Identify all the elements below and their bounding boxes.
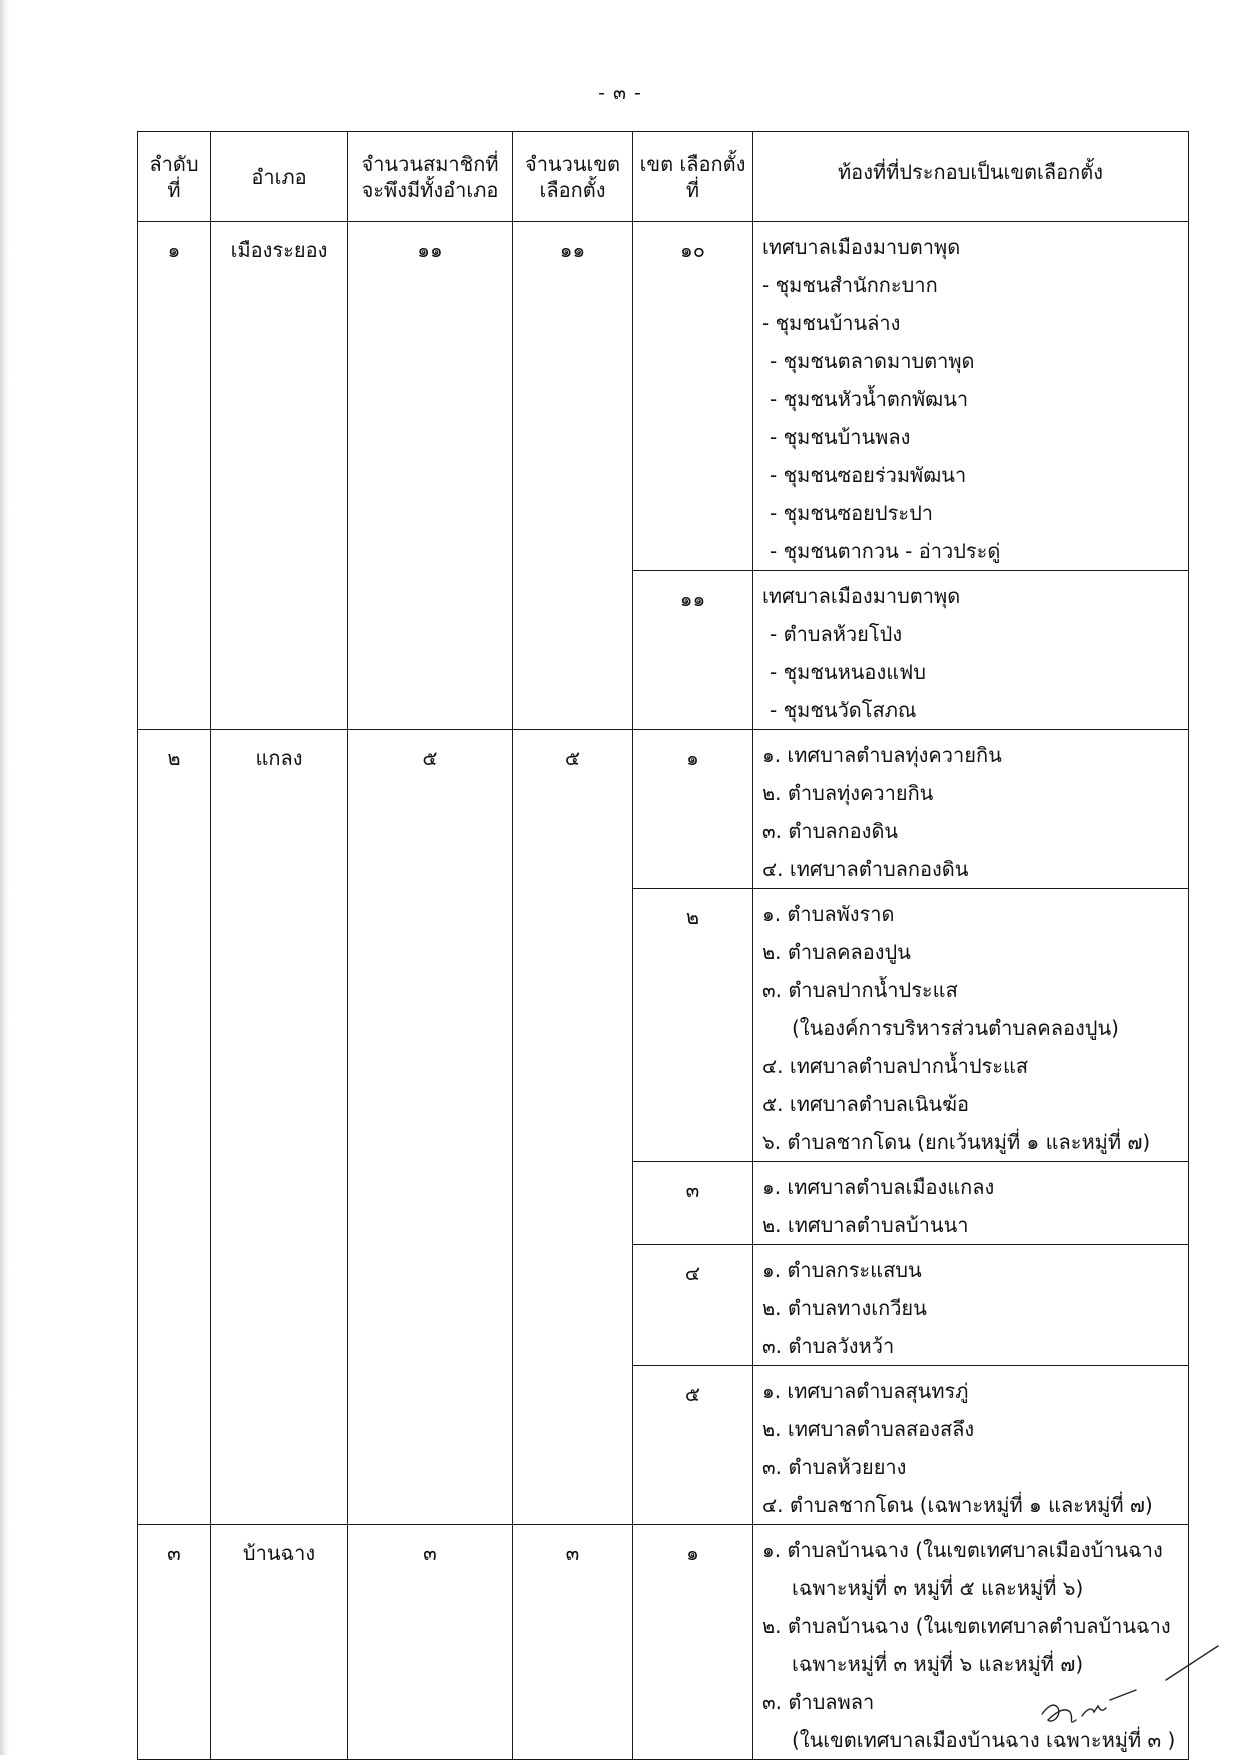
locality-line: (ในองค์การบริหารส่วนตำบลคลองปูน) — [792, 1016, 1119, 1040]
constituency-number-cell: ๑ — [633, 1525, 753, 1760]
constituency-count-cell: ๓ — [513, 1525, 633, 1760]
header-members: จำนวนสมาชิกที่ จะพึงมีทั้งอำเภอ — [348, 132, 513, 222]
header-localities: ท้องที่ที่ประกอบเป็นเขตเลือกตั้ง — [753, 132, 1189, 222]
localities-cell — [753, 889, 1189, 1162]
constituency-number-cell: ๔ — [633, 1245, 753, 1366]
locality-line: - ชุมชนบ้านล่าง — [762, 311, 901, 335]
members-cell: ๕ — [348, 730, 513, 1525]
locality-line: ๑. เทศบาลตำบลสุนทรภู่ — [762, 1379, 969, 1403]
constituency-number-cell: ๕ — [633, 1366, 753, 1525]
locality-line: - ชุมชนซอยร่วมพัฒนา — [770, 463, 967, 487]
locality-line: - ชุมชนวัดโสภณ — [770, 698, 917, 722]
locality-line: ๒. ตำบลทางเกวียน — [762, 1296, 927, 1320]
constituency-number-cell: ๑ — [633, 730, 753, 889]
locality-line: ๔. ตำบลชากโดน (เฉพาะหมู่ที่ ๑ และหมู่ที่ ๗) — [762, 1493, 1153, 1517]
handwritten-signature — [1040, 1640, 1220, 1730]
locality-line: ๒. ตำบลบ้านฉาง (ในเขตเทศบาลตำบลบ้านฉาง — [762, 1614, 1171, 1638]
district-cell: เมืองระยอง — [211, 222, 348, 730]
locality-line: - ชุมชนซอยประปา — [770, 501, 933, 525]
order-cell: ๑ — [138, 222, 211, 730]
locality-line: - ชุมชนหนองแฟบ — [770, 660, 926, 684]
scan-edge-shadow — [0, 0, 9, 1755]
page-number: - ๓ - — [598, 82, 642, 104]
locality-line: ๕. เทศบาลตำบลเนินฆ้อ — [762, 1092, 969, 1116]
localities-cell — [753, 730, 1189, 889]
locality-line: - ชุมชนตากวน - อ่าวประดู่ — [770, 539, 1001, 563]
locality-line: ๑. ตำบลพังราด — [762, 902, 895, 926]
constituency-number-cell: ๑๑ — [633, 571, 753, 730]
header-district: อำเภอ — [211, 132, 348, 222]
table-header-row — [138, 132, 1189, 222]
table-row — [138, 222, 1189, 571]
locality-line: ๒. ตำบลคลองปูน — [762, 940, 911, 964]
localities-cell — [753, 1245, 1189, 1366]
localities-cell — [753, 1162, 1189, 1245]
localities-cell — [753, 1366, 1189, 1525]
constituency-number-cell: ๑๐ — [633, 222, 753, 571]
locality-line: ๑. ตำบลกระแสบน — [762, 1258, 922, 1282]
locality-line: เฉพาะหมู่ที่ ๓ หมู่ที่ ๖ และหมู่ที่ ๗) — [792, 1652, 1084, 1676]
header-constituency-no: เขต เลือกตั้งที่ — [633, 132, 753, 222]
constituency-number-cell: ๒ — [633, 889, 753, 1162]
constituency-number-cell: ๓ — [633, 1162, 753, 1245]
localities-cell — [753, 571, 1189, 730]
localities-cell — [753, 222, 1189, 571]
locality-line: เทศบาลเมืองมาบตาพุด — [762, 584, 961, 608]
locality-line: ๑. เทศบาลตำบลเมืองแกลง — [762, 1175, 995, 1199]
locality-line: - ชุมชนสำนักกะบาก — [762, 273, 938, 297]
locality-line: ๓. ตำบลวังหว้า — [762, 1334, 895, 1358]
locality-line: ๓. ตำบลพลา — [762, 1690, 875, 1714]
locality-line: - ชุมชนหัวน้ำตกพัฒนา — [770, 387, 969, 411]
district-cell: บ้านฉาง — [211, 1525, 348, 1760]
locality-line: ๖. ตำบลชากโดน (ยกเว้นหมู่ที่ ๑ และหมู่ที่ ๗) — [762, 1130, 1151, 1154]
locality-line: ๒. เทศบาลตำบลสองสลึง — [762, 1417, 975, 1441]
constituency-count-cell: ๑๑ — [513, 222, 633, 730]
locality-line: เทศบาลเมืองมาบตาพุด — [762, 235, 961, 259]
members-cell: ๓ — [348, 1525, 513, 1760]
table-row — [138, 1525, 1189, 1760]
locality-line: - ชุมชนบ้านพลง — [770, 425, 911, 449]
order-cell: ๓ — [138, 1525, 211, 1760]
locality-line: ๔. เทศบาลตำบลกองดิน — [762, 857, 969, 881]
header-constituency-count: จำนวนเขต เลือกตั้ง — [513, 132, 633, 222]
locality-line: เฉพาะหมู่ที่ ๓ หมู่ที่ ๕ และหมู่ที่ ๖) — [792, 1576, 1084, 1600]
locality-line: ๑. เทศบาลตำบลทุ่งควายกิน — [762, 743, 1002, 767]
locality-line: ๓. ตำบลปากน้ำประแส — [762, 978, 958, 1002]
order-cell: ๒ — [138, 730, 211, 1525]
constituency-count-cell: ๕ — [513, 730, 633, 1525]
locality-line: ๓. ตำบลกองดิน — [762, 819, 899, 843]
header-order: ลำดับ ที่ — [138, 132, 211, 222]
locality-line: (ในเขตเทศบาลเมืองบ้านฉาง เฉพาะหมู่ที่ ๓ ) — [792, 1728, 1176, 1752]
locality-line: - ชุมชนตลาดมาบตาพุด — [770, 349, 975, 373]
table-body — [138, 222, 1189, 1760]
locality-line: ๑. ตำบลบ้านฉาง (ในเขตเทศบาลเมืองบ้านฉาง — [762, 1538, 1163, 1562]
locality-line: ๒. เทศบาลตำบลบ้านนา — [762, 1213, 969, 1237]
locality-line: ๒. ตำบลทุ่งควายกิน — [762, 781, 934, 805]
locality-line: ๓. ตำบลห้วยยาง — [762, 1455, 907, 1479]
members-cell: ๑๑ — [348, 222, 513, 730]
locality-line: ๔. เทศบาลตำบลปากน้ำประแส — [762, 1054, 1029, 1078]
locality-line: - ตำบลห้วยโป่ง — [770, 622, 903, 646]
constituency-table — [137, 131, 1189, 1760]
district-cell: แกลง — [211, 730, 348, 1525]
table-row — [138, 730, 1189, 889]
